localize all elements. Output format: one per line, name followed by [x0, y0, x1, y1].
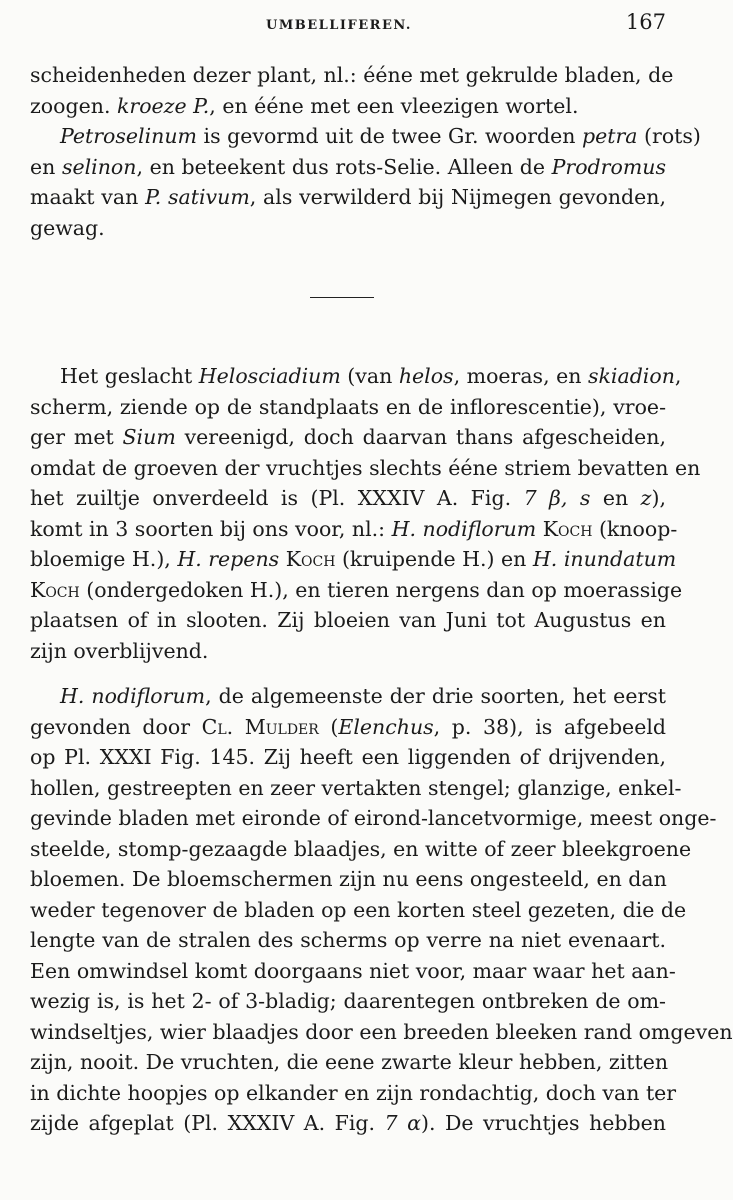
- text-line: maakt van P. sativum, als verwilderd bij Nijmegen gevonden,: [30, 185, 667, 209]
- text-line: gevonden door Cl. Mulder (Elenchus, p. 38), is afgebeeld: [30, 714, 667, 739]
- text-line: bloemen. De bloemschermen zijn nu eens ongesteeld, en dan: [30, 867, 667, 891]
- text-line: windseltjes, wier blaadjes door een breeden bleeken rand omgeven: [30, 1019, 733, 1044]
- page-number: 167: [625, 10, 666, 34]
- text-line: het zuiltje onverdeeld is (Pl. XXXIV A. Fig. 7 β, s en z),: [30, 486, 666, 510]
- text-line: scherm, ziende op de standplaats en de inflorescentie), vroe-: [30, 394, 666, 419]
- text-line: zijn, nooit. De vruchten, die eene zwarte kleur hebben, zitten: [30, 1050, 669, 1074]
- text-line: weder tegenover de bladen op een korten steel gezeten, die de: [30, 897, 687, 922]
- paragraph-helosciadium: [30, 361, 701, 666]
- text-line: en selinon, en beteekent dus rots-Selie. Alleen de Prodromus: [30, 154, 666, 179]
- section-divider: [310, 297, 374, 298]
- running-head: [0, 8, 678, 38]
- text-line: scheidenheden dezer plant, nl.: ééne met gekrulde bladen, de: [30, 63, 674, 87]
- text-line: lengte van de stralen des scherms op verre na niet evenaart.: [30, 928, 666, 952]
- text-line: bloemige H.), H. repens Koch (kruipende H.) en H. inundatum: [30, 547, 677, 571]
- paragraph-continuation: [30, 60, 674, 121]
- text-line: op Pl. XXXI Fig. 145. Zij heeft een liggenden of drijvenden,: [30, 745, 666, 769]
- text-line: zijde afgeplat (Pl. XXXIV A. Fig. 7 α). De vruchtjes hebben: [30, 1111, 667, 1135]
- text-line: gevinde bladen met eironde of eirond-lancetvormige, meest onge-: [30, 806, 717, 830]
- text-line: wezig is, is het 2- of 3-bladig; daarentegen ontbreken de om-: [30, 989, 666, 1013]
- text-line: hollen, gestreepten en zeer vertakten stengel; glanzige, enkel-: [30, 775, 682, 800]
- text-line: gewag.: [30, 215, 105, 240]
- text-line: Koch (ondergedoken H.), en tieren nergens dan op moerassige: [30, 577, 683, 602]
- text-line: zijn overblijvend.: [30, 638, 209, 663]
- paragraph-nodiflorum: [30, 681, 733, 1139]
- text-line: Het geslacht Helosciadium (van helos, moeras, en skiadion,: [60, 364, 682, 388]
- text-line: in dichte hoopjes op elkander en zijn rondachtig, doch van ter: [30, 1080, 677, 1105]
- text-line: omdat de groeven der vruchtjes slechts ééne striem bevatten en: [30, 455, 701, 480]
- text-line: zoogen. kroeze P., en ééne met een vleezigen wortel.: [30, 93, 579, 118]
- running-title: UMBELLIFEREN.: [266, 18, 412, 33]
- text-line: Petroselinum is gevormd uit de twee Gr. woorden petra (rots): [60, 124, 701, 148]
- paragraph-petroselinum: [30, 121, 701, 243]
- text-line: H. nodiflorum, de algemeenste der drie soorten, het eerst: [60, 684, 667, 708]
- text-line: steelde, stomp-gezaagde blaadjes, en witte of zeer bleekgroene: [30, 836, 692, 861]
- text-line: komt in 3 soorten bij ons voor, nl.: H. nodiflorum Koch (knoop-: [30, 516, 678, 541]
- text-line: ger met Sium vereenigd, doch daarvan thans afgescheiden,: [30, 425, 667, 449]
- text-line: Een omwindsel komt doorgaans niet voor, maar waar het aan-: [30, 958, 676, 983]
- text-line: plaatsen of in slooten. Zij bloeien van Juni tot Augustus en: [30, 608, 666, 632]
